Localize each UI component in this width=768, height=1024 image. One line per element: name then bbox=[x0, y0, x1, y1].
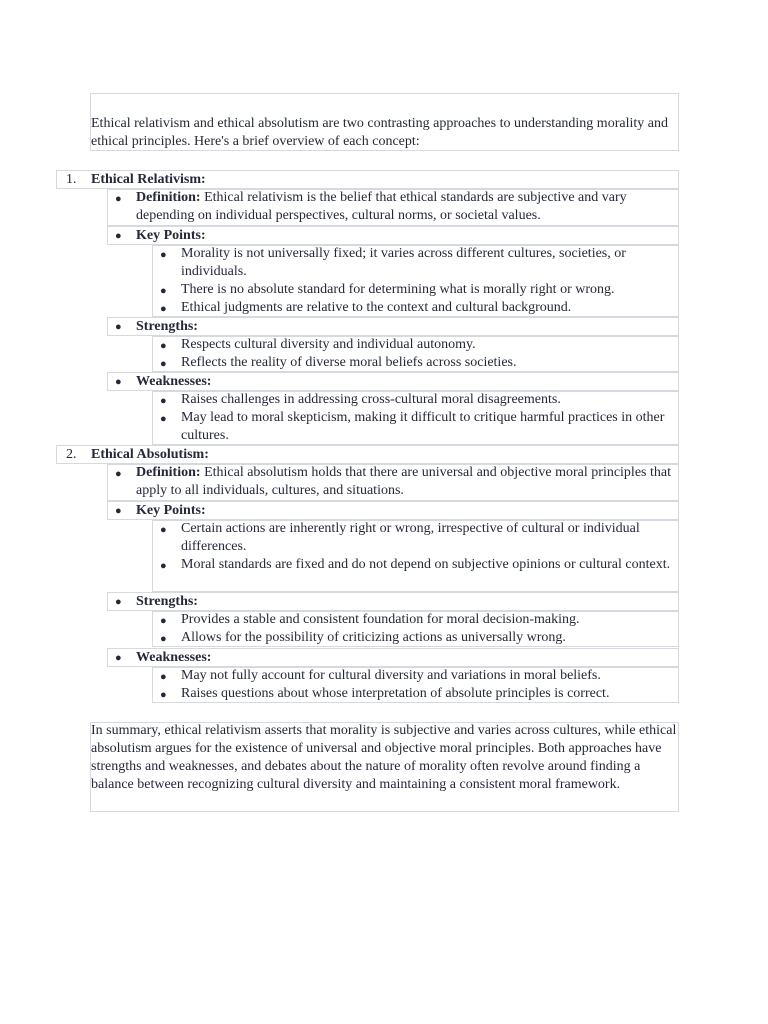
s1-weaknesses-label: Weaknesses: bbox=[136, 374, 212, 389]
s2-key-point-2: Moral standards are fixed and do not depend on subjective opinions or cultural context. bbox=[181, 557, 671, 572]
s1-strength-1: Respects cultural diversity and individual autonomy. bbox=[181, 337, 476, 352]
bullet-icon: ● bbox=[115, 652, 122, 664]
s2-strength-1: Provides a stable and consistent foundation for moral decision-making. bbox=[181, 612, 580, 627]
bullet-icon: ● bbox=[160, 395, 167, 407]
s2-definition bbox=[136, 464, 676, 500]
bullet-icon: ● bbox=[115, 193, 122, 205]
s2-weaknesses-label: Weaknesses: bbox=[136, 650, 212, 665]
s2-weakness-1: May not fully account for cultural diversity and variations in moral beliefs. bbox=[181, 668, 601, 683]
bullet-icon: ● bbox=[115, 596, 122, 608]
s2-definition-label: Definition: bbox=[136, 465, 201, 480]
bullet-icon: ● bbox=[160, 524, 167, 536]
s1-strengths-label: Strengths: bbox=[136, 319, 198, 334]
s1-definition-label: Definition: bbox=[136, 190, 201, 205]
bullet-icon: ● bbox=[160, 249, 167, 261]
bullet-icon: ● bbox=[160, 633, 167, 645]
bullet-icon: ● bbox=[115, 468, 122, 480]
bullet-icon: ● bbox=[115, 376, 122, 388]
bullet-icon: ● bbox=[115, 230, 122, 242]
s1-weakness-2: May lead to moral skepticism, making it difficult to critique harmful practices in other cultures. bbox=[181, 410, 665, 443]
s1-definition-text: Ethical relativism is the belief that ethical standards are subjective and vary depending on individual perspectives, cultural norms, or societal values. bbox=[136, 190, 627, 223]
bullet-icon: ● bbox=[160, 689, 167, 701]
bullet-icon: ● bbox=[160, 413, 167, 425]
s1-strength-2: Reflects the reality of diverse moral beliefs across societies. bbox=[181, 355, 517, 370]
intro-paragraph: Ethical relativism and ethical absolutism are two contrasting approaches to understanding morality and ethical principles. Here's a brief overview of each concept: bbox=[91, 116, 668, 149]
s2-key-points-label: Key Points: bbox=[136, 503, 206, 518]
s1-key-point-3: Ethical judgments are relative to the context and cultural background. bbox=[181, 300, 572, 315]
bullet-icon: ● bbox=[160, 671, 167, 683]
bullet-icon: ● bbox=[160, 615, 167, 627]
s2-strength-2: Allows for the possibility of criticizing actions as universally wrong. bbox=[181, 630, 566, 645]
s2-weakness-2: Raises questions about whose interpretation of absolute principles is correct. bbox=[181, 686, 610, 701]
s2-key-point-1: Certain actions are inherently right or wrong, irrespective of cultural or individual differences. bbox=[181, 521, 640, 554]
bullet-icon: ● bbox=[160, 285, 167, 297]
section-1-title: Ethical Relativism: bbox=[91, 172, 206, 187]
bullet-icon: ● bbox=[160, 560, 167, 572]
section-1-number: 1. bbox=[66, 172, 77, 187]
summary-paragraph: In summary, ethical relativism asserts that morality is subjective and varies across cultures, while ethical absolutism argues for the existence of universal and objective moral principles. Both approaches have strengths and weaknesses, and debates about the nature of morality often revolve around finding a balance between recognizing cultural diversity and maintaining a consistent moral framework. bbox=[91, 723, 677, 792]
s1-definition bbox=[136, 189, 676, 225]
s2-definition-text: Ethical absolutism holds that there are universal and objective moral principles that apply to all individuals, cultures, and situations. bbox=[136, 465, 671, 498]
s1-weakness-1: Raises challenges in addressing cross-cultural moral disagreements. bbox=[181, 392, 561, 407]
s1-key-point-2: There is no absolute standard for determining what is morally right or wrong. bbox=[181, 282, 615, 297]
bullet-icon: ● bbox=[115, 321, 122, 333]
bullet-icon: ● bbox=[115, 505, 122, 517]
s2-strengths-label: Strengths: bbox=[136, 594, 198, 609]
section-2-number: 2. bbox=[66, 447, 77, 462]
bullet-icon: ● bbox=[160, 358, 167, 370]
s1-key-points-label: Key Points: bbox=[136, 228, 206, 243]
bullet-icon: ● bbox=[160, 340, 167, 352]
s1-key-point-1: Morality is not universally fixed; it varies across different cultures, societies, or individuals. bbox=[181, 246, 626, 279]
section-2-title: Ethical Absolutism: bbox=[91, 447, 209, 462]
bullet-icon: ● bbox=[160, 303, 167, 315]
